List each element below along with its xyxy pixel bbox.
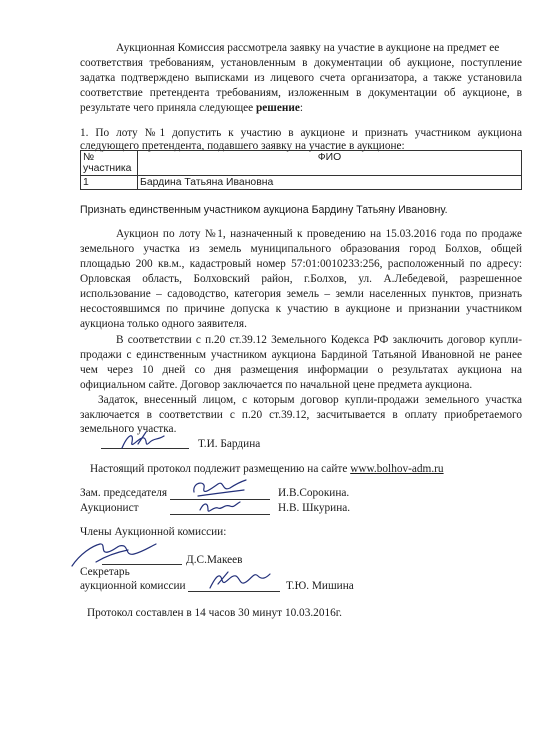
table-cell-num: 1 — [81, 176, 138, 190]
deposit-line-1: Задаток, внесенный лицом, с которым договор купли-продажи земельного участка — [98, 394, 522, 406]
auctioneer-signature — [196, 496, 244, 518]
members-heading: Члены Аукционной комиссии: — [80, 526, 227, 538]
publication-site-link[interactable]: www.bolhov-adm.ru — [350, 463, 444, 475]
intro-decision-word: решение — [256, 102, 300, 114]
contract-line-2: продажи с единственным участником аукциона Бардиной Татьяной Ивановной не ранее — [80, 349, 522, 361]
publication-line — [90, 462, 444, 476]
participant-name: Т.И. Бардина — [198, 438, 261, 450]
auction-line-7: аукциона только одного заявителя. — [80, 318, 247, 330]
intro-line-5 — [80, 101, 303, 115]
participant-signature — [118, 428, 168, 454]
secretary-role-line-1: Секретарь — [80, 566, 130, 578]
deposit-line-3: земельного участка. — [80, 423, 177, 435]
auction-line-4: Орловская область, Болховский район, г.Болхов, ул. А.Лебедевой, разрешенное — [80, 273, 522, 285]
auction-line-2: земельного участка из земель муниципального образования город Болхов, общей — [80, 243, 522, 255]
secretary-signature — [206, 566, 274, 594]
table-header-row — [81, 151, 522, 176]
intro-line-4: соответствие претендента требованиям, изложенным в документации об аукционе, в — [80, 87, 522, 99]
table-cell-fio: Бардина Татьяна Ивановна — [138, 176, 522, 190]
secretary-name: Т.Ю. Мишина — [286, 580, 354, 592]
intro-line-1: Аукционная Комиссия рассмотрела заявку на участие в аукционе на предмет ее — [116, 42, 500, 54]
table-row — [81, 176, 522, 190]
official-role-auctioneer: Аукционист — [80, 502, 139, 514]
participants-table — [80, 150, 522, 190]
sole-participant-text: Признать единственным участником аукциона Бардину Татьяну Ивановну. — [80, 204, 448, 216]
item1-line-2: следующего претендента, подавшего заявку на участие в аукционе: — [80, 140, 405, 152]
member-name-makeev: Д.С.Макеев — [186, 554, 243, 566]
table-header-num: № участника — [81, 151, 138, 176]
auction-line-3: площадью 200 кв.м., кадастровый номер 57:01:0010233:256, расположенный по адресу: — [80, 258, 522, 270]
contract-line-4: официальном сайте. Договор заключается по начальной цене предмета аукциона. — [80, 379, 473, 391]
contract-line-3: чем через 10 дней со дня размещения информации о результатах аукциона на — [80, 364, 522, 376]
intro-decision-prefix: результате чего приняла следующее — [80, 102, 254, 114]
deposit-line-2: заключается в соответствии с п.20 ст.39.12, засчитывается в оплату приобретаемого — [80, 409, 522, 421]
contract-line-1: В соответствии с п.20 ст.39.12 Земельного Кодекса РФ заключить договор купли- — [116, 334, 522, 346]
intro-line-2: соответствия требованиям, установленным в документации об аукционе, поступление — [80, 57, 522, 69]
official-role-deputy: Зам. председателя — [80, 487, 168, 499]
publication-text: Настоящий протокол подлежит размещению на сайте — [90, 463, 348, 475]
official-name-deputy: И.В.Сорокина. — [278, 487, 350, 499]
secretary-role-line-2: аукционной комиссии — [80, 580, 186, 592]
auction-line-5: использование – садоводство, категория земель – земли населенных пунктов, признать — [80, 288, 522, 300]
official-name-auctioneer: Н.В. Шкурина. — [278, 502, 351, 514]
intro-line-3: задатка подтверждено выписками из лицевого счета организатора, а также установила — [80, 72, 522, 84]
auction-line-1: Аукцион по лоту №1, назначенный к проведению на 15.03.2016 года по продаже — [116, 228, 522, 240]
table-header-fio: ФИО — [138, 151, 522, 176]
intro-decision-colon: : — [299, 102, 304, 114]
auction-line-6: несостоявшимся по причине допуска к участию в аукционе и признании участником — [80, 303, 522, 315]
item1-line-1: 1. По лоту №1 допустить к участию в аукционе и признать участником аукциона — [80, 127, 522, 139]
protocol-footer: Протокол составлен в 14 часов 30 минут 10.03.2016г. — [87, 607, 342, 619]
